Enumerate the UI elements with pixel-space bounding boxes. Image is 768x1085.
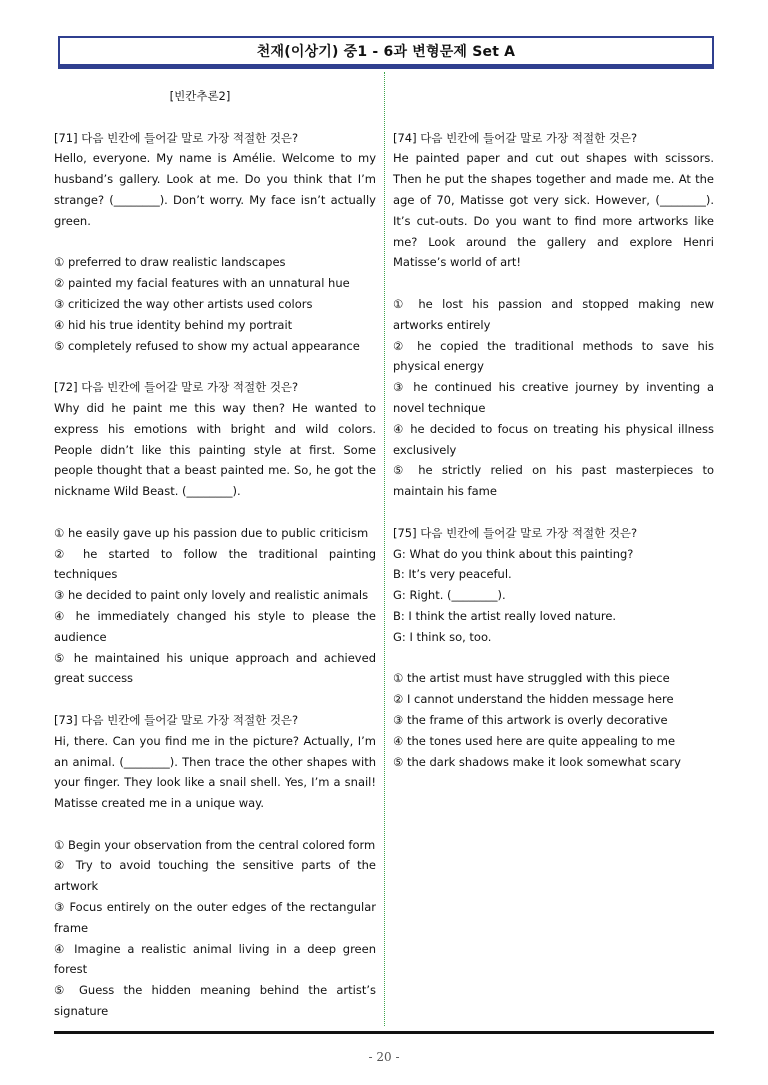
question-header: [71] 다음 빈칸에 들어갈 말로 가장 적절한 것은? — [54, 130, 299, 145]
question-header: [73] 다음 빈칸에 들어갈 말로 가장 적절한 것은? — [54, 712, 299, 727]
dialogue-line: B: I think the artist really loved nature. — [393, 608, 617, 623]
answer-option[interactable]: ① the artist must have struggled with this piece — [393, 671, 670, 686]
dialogue-line: G: Right. (________). — [393, 588, 506, 603]
question-header: [74] 다음 빈칸에 들어갈 말로 가장 적절한 것은? — [393, 130, 638, 145]
page-title: 천재(이상기) 중1 - 6과 변형문제 Set A — [256, 44, 516, 60]
passage-text: Hi, there. Can you find me in the picture? Actually, I’m an animal. (________). Then trace the other shapes with your finger. They look like a snail shell. Yes, I’m a snail! Matisse created me in a unique way. — [54, 733, 376, 811]
right-column — [393, 86, 714, 772]
question-passage — [54, 398, 376, 502]
dialogue — [393, 544, 714, 648]
answer-option[interactable]: ② he copied the traditional methods to save his physical energy — [393, 338, 714, 374]
answer-option[interactable]: ⑤ Guess the hidden meaning behind the artist’s signature — [54, 983, 376, 1019]
answer-option[interactable]: ③ the frame of this artwork is overly decorative — [393, 712, 668, 727]
answer-option[interactable]: ⑤ he maintained his unique approach and achieved great success — [54, 650, 376, 686]
section-label: [빈칸추론2] — [169, 89, 231, 103]
dialogue-line: B: It’s very peaceful. — [393, 567, 512, 582]
answer-option[interactable]: ① he lost his passion and stopped making new artworks entirely — [393, 296, 714, 332]
question-73 — [54, 710, 376, 1022]
answer-option[interactable]: ③ Focus entirely on the outer edges of the rectangular frame — [54, 900, 376, 935]
question-72 — [54, 377, 376, 689]
answer-option[interactable]: ③ he continued his creative journey by inventing a novel technique — [393, 380, 714, 415]
question-passage — [54, 148, 376, 231]
answer-option[interactable]: ⑤ completely refused to show my actual appearance — [54, 338, 360, 353]
question-71 — [54, 128, 376, 357]
answer-option[interactable]: ④ Imagine a realistic animal living in a deep green forest — [54, 941, 376, 977]
page-number: - 20 - — [368, 1050, 400, 1064]
column-divider — [384, 72, 385, 1026]
question-header: [75] 다음 빈칸에 들어갈 말로 가장 적절한 것은? — [393, 525, 638, 540]
answer-option[interactable]: ① Begin your observation from the central colored form — [54, 837, 376, 852]
answer-option[interactable]: ① preferred to draw realistic landscapes — [54, 255, 286, 270]
passage-text: Why did he paint me this way then? He wanted to express his emotions with bright and wild colors. People didn’t like this painting style at first. Some people thought that a beast painted me. So, he got the nickname Wild Beast. (________). — [54, 400, 376, 499]
footer-rule — [54, 1031, 714, 1034]
answer-option[interactable]: ④ the tones used here are quite appealing to me — [393, 733, 676, 748]
left-column — [54, 86, 376, 1022]
question-passage — [393, 148, 714, 273]
question-74 — [393, 128, 714, 502]
header-box — [58, 36, 714, 66]
answer-option[interactable]: ③ he decided to paint only lovely and realistic animals — [54, 588, 369, 603]
answer-option[interactable]: ② Try to avoid touching the sensitive parts of the artwork — [54, 858, 376, 894]
passage-text: He painted paper and cut out shapes with scissors. Then he put the shapes together and made me. At the age of 70, Matisse got very sick. However, (________). It’s cut-outs. Do you want to find more artworks like me? Look around the gallery and explore Henri Matisse’s world of art! — [393, 151, 714, 270]
dialogue-line: G: I think so, too. — [393, 629, 492, 644]
answer-option[interactable]: ③ criticized the way other artists used colors — [54, 296, 313, 311]
passage-text: Hello, everyone. My name is Amélie. Welcome to my husband’s gallery. Look at me. Do you think that I’m strange? (________). Don’t worry. My face isn’t actually green. — [54, 151, 376, 228]
answer-option[interactable]: ② painted my facial features with an unnatural hue — [54, 276, 350, 291]
answer-option[interactable]: ④ he decided to focus on treating his physical illness exclusively — [393, 421, 714, 457]
question-passage — [54, 731, 376, 814]
answer-option[interactable]: ② he started to follow the traditional painting techniques — [54, 546, 376, 582]
answer-option[interactable]: ① he easily gave up his passion due to public criticism — [54, 525, 369, 540]
question-header: [72] 다음 빈칸에 들어갈 말로 가장 적절한 것은? — [54, 380, 299, 395]
dialogue-line: G: What do you think about this painting? — [393, 546, 634, 561]
question-75 — [393, 523, 714, 773]
answer-option[interactable]: ⑤ the dark shadows make it look somewhat scary — [393, 754, 681, 769]
answer-option[interactable]: ④ he immediately changed his style to please the audience — [54, 608, 376, 644]
answer-option[interactable]: ⑤ he strictly relied on his past masterpieces to maintain his fame — [393, 463, 714, 499]
answer-option[interactable]: ④ hid his true identity behind my portrait — [54, 317, 293, 332]
answer-option[interactable]: ② I cannot understand the hidden message here — [393, 692, 674, 707]
